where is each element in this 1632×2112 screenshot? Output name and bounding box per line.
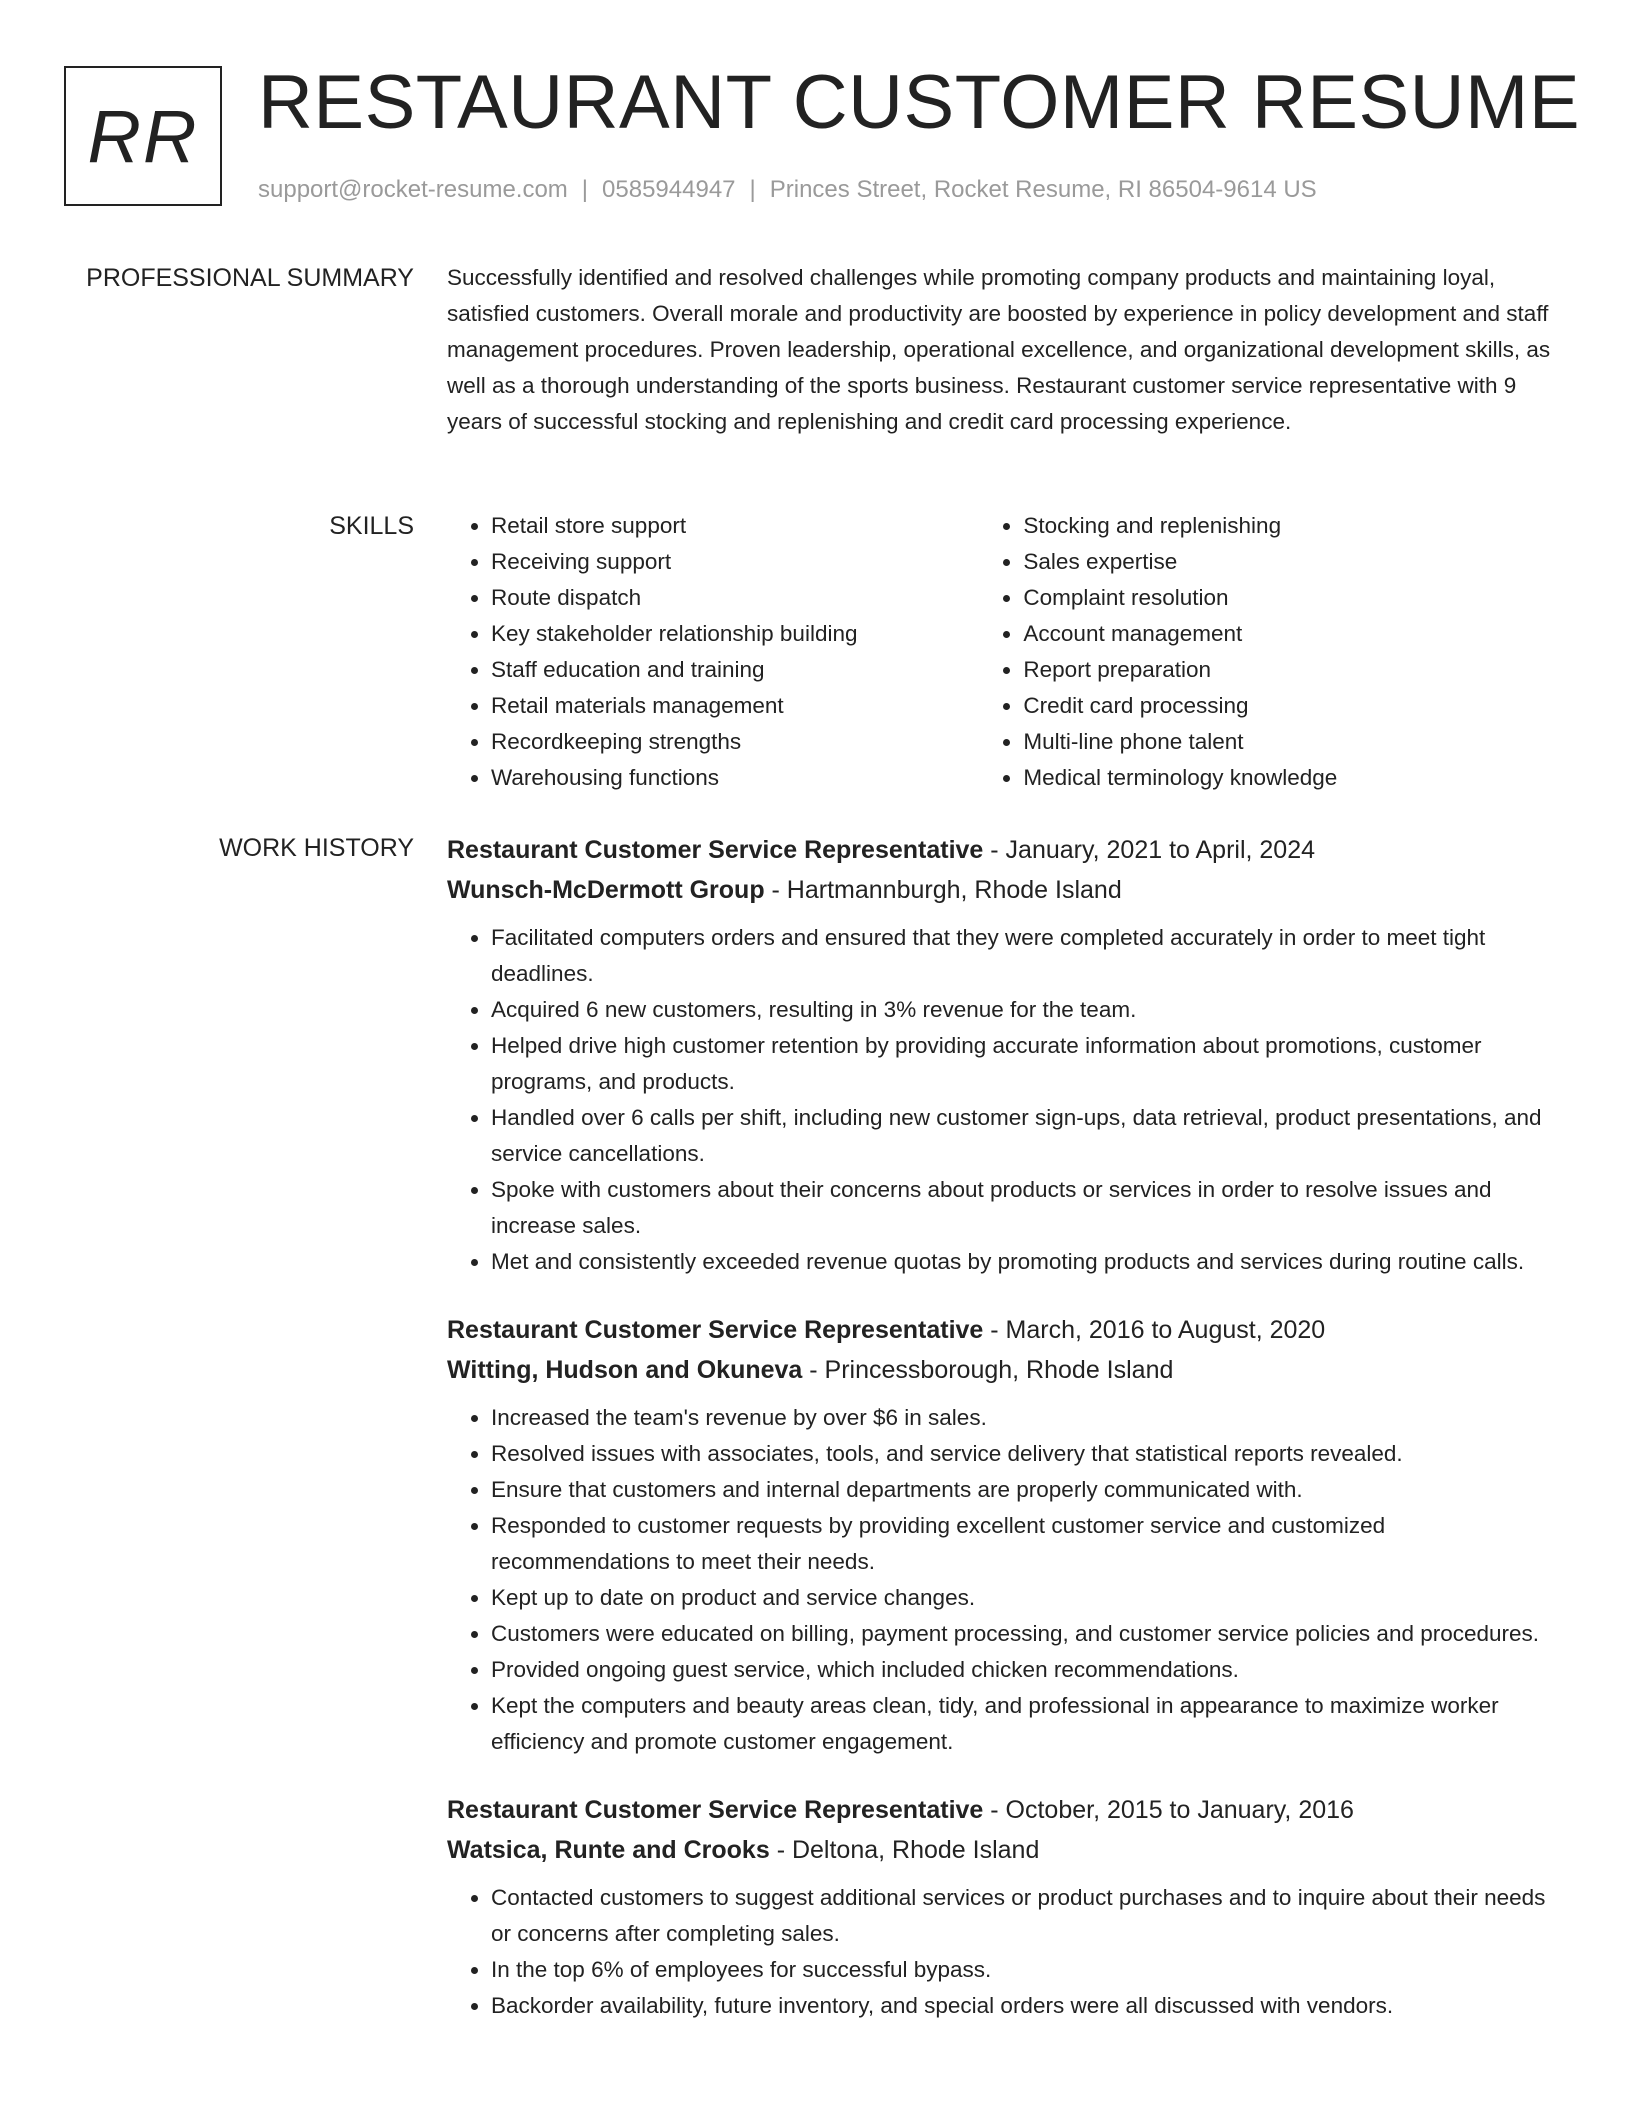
job-company: Watsica, Runte and Crooks	[447, 1836, 770, 1864]
job-entry	[447, 1790, 1565, 2024]
summary-text: Successfully identified and resolved challenges while promoting company products and maintaining loyal, satisfied customers. Overall morale and productivity are boosted by experience in policy development and staff management procedures. Proven leadership, operational excellence, and organizational development skills, as well as a thorough understanding of the sports business. Restaurant customer service representative with 9 years of successful stocking and replenishing and credit card processing experience.	[447, 265, 1551, 434]
job-bullet: • Responded to customer requests by providing excellent customer service and customized recommendations to meet their needs.	[491, 1508, 1565, 1580]
skill-item: • Multi-line phone talent	[1023, 724, 1565, 760]
job-bullet: • Increased the team's revenue by over $6 in sales.	[491, 1400, 1565, 1436]
contact-address: Princes Street, Rocket Resume, RI 86504-9614 US	[769, 176, 1317, 203]
section-label-summary: PROFESSIONAL SUMMARY	[86, 264, 414, 292]
contact-line	[258, 174, 1317, 206]
job-bullet: • Spoke with customers about their concerns about products or services in order to resolve issues and increase sales.	[491, 1172, 1565, 1244]
skill-item: • Staff education and training	[491, 652, 979, 688]
section-label-work-history: WORK HISTORY	[219, 834, 414, 862]
job-company: Witting, Hudson and Okuneva	[447, 1356, 803, 1384]
job-company: Wunsch-McDermott Group	[447, 876, 765, 904]
job-bullet: • Handled over 6 calls per shift, including new customer sign-ups, data retrieval, product presentations, and service cancellations.	[491, 1100, 1565, 1172]
job-title-line	[447, 830, 1565, 870]
skill-item: • Route dispatch	[491, 580, 979, 616]
skill-item: • Report preparation	[1023, 652, 1565, 688]
job-bullet: • In the top 6% of employees for successful bypass.	[491, 1952, 1565, 1988]
job-company-line	[447, 1350, 1565, 1390]
job-bullet-list	[447, 920, 1565, 1280]
skills-content	[447, 508, 1565, 796]
job-dates: - January, 2021 to April, 2024	[983, 836, 1316, 864]
job-bullet: • Acquired 6 new customers, resulting in 3% revenue for the team.	[491, 992, 1565, 1028]
skill-item: • Credit card processing	[1023, 688, 1565, 724]
job-entry	[447, 1310, 1565, 1760]
job-dates: - March, 2016 to August, 2020	[983, 1316, 1326, 1344]
job-title-line	[447, 1790, 1565, 1830]
skill-item: • Stocking and replenishing	[1023, 508, 1565, 544]
contact-separator: |	[581, 176, 589, 203]
job-bullet: • Kept up to date on product and service changes.	[491, 1580, 1565, 1616]
job-bullet: • Kept the computers and beauty areas clean, tidy, and professional in appearance to maximize worker efficiency and promote customer engagement.	[491, 1688, 1565, 1760]
job-bullet: • Customers were educated on billing, payment processing, and customer service policies and procedures.	[491, 1616, 1565, 1652]
job-company-line	[447, 870, 1565, 910]
job-bullet: • Backorder availability, future inventory, and special orders were all discussed with vendors.	[491, 1988, 1565, 2024]
job-bullet: • Helped drive high customer retention by providing accurate information about promotions, customer programs, and products.	[491, 1028, 1565, 1100]
skill-item: • Retail store support	[491, 508, 979, 544]
job-bullet: • Met and consistently exceeded revenue quotas by promoting products and services during routine calls.	[491, 1244, 1565, 1280]
skill-item: • Key stakeholder relationship building	[491, 616, 979, 652]
skill-item: • Account management	[1023, 616, 1565, 652]
job-bullet: • Provided ongoing guest service, which included chicken recommendations.	[491, 1652, 1565, 1688]
job-location: - Deltona, Rhode Island	[769, 1836, 1040, 1864]
skill-item: • Medical terminology knowledge	[1023, 760, 1565, 796]
skill-item: • Recordkeeping strengths	[491, 724, 979, 760]
skill-item: • Warehousing functions	[491, 760, 979, 796]
job-bullet: • Ensure that customers and internal departments are properly communicated with.	[491, 1472, 1565, 1508]
job-entry	[447, 830, 1565, 1280]
job-bullet: • Resolved issues with associates, tools, and service delivery that statistical reports revealed.	[491, 1436, 1565, 1472]
skill-item: • Retail materials management	[491, 688, 979, 724]
job-bullet-list	[447, 1880, 1565, 2024]
skill-item: • Receiving support	[491, 544, 979, 580]
skill-item: • Complaint resolution	[1023, 580, 1565, 616]
job-location: - Princessborough, Rhode Island	[802, 1356, 1174, 1384]
section-label-skills: SKILLS	[329, 512, 414, 540]
job-dates: - October, 2015 to January, 2016	[983, 1796, 1354, 1824]
contact-separator: |	[749, 176, 756, 203]
job-bullet-list	[447, 1400, 1565, 1760]
job-title: Restaurant Customer Service Representative	[447, 836, 984, 864]
job-company-line	[447, 1830, 1565, 1870]
contact-phone: 0585944947	[602, 176, 736, 203]
job-bullet: • Contacted customers to suggest additional services or product purchases and to inquire about their needs or concerns after completing sales.	[491, 1880, 1565, 1952]
contact-email: support@rocket-resume.com	[258, 176, 568, 203]
job-title-line	[447, 1310, 1565, 1350]
job-bullet: • Facilitated computers orders and ensured that they were completed accurately in order to meet tight deadlines.	[491, 920, 1565, 992]
skills-column-1	[447, 508, 979, 796]
job-title: Restaurant Customer Service Representative	[447, 1796, 984, 1824]
job-location: - Hartmannburgh, Rhode Island	[764, 876, 1122, 904]
skills-column-2	[979, 508, 1565, 796]
skill-item: • Sales expertise	[1023, 544, 1565, 580]
summary-content	[447, 260, 1565, 440]
work-history-content	[447, 830, 1565, 2054]
job-title: Restaurant Customer Service Representative	[447, 1316, 984, 1344]
resume-title: RESTAURANT CUSTOMER RESUME	[258, 60, 1581, 145]
monogram-logo: RR	[64, 66, 222, 206]
